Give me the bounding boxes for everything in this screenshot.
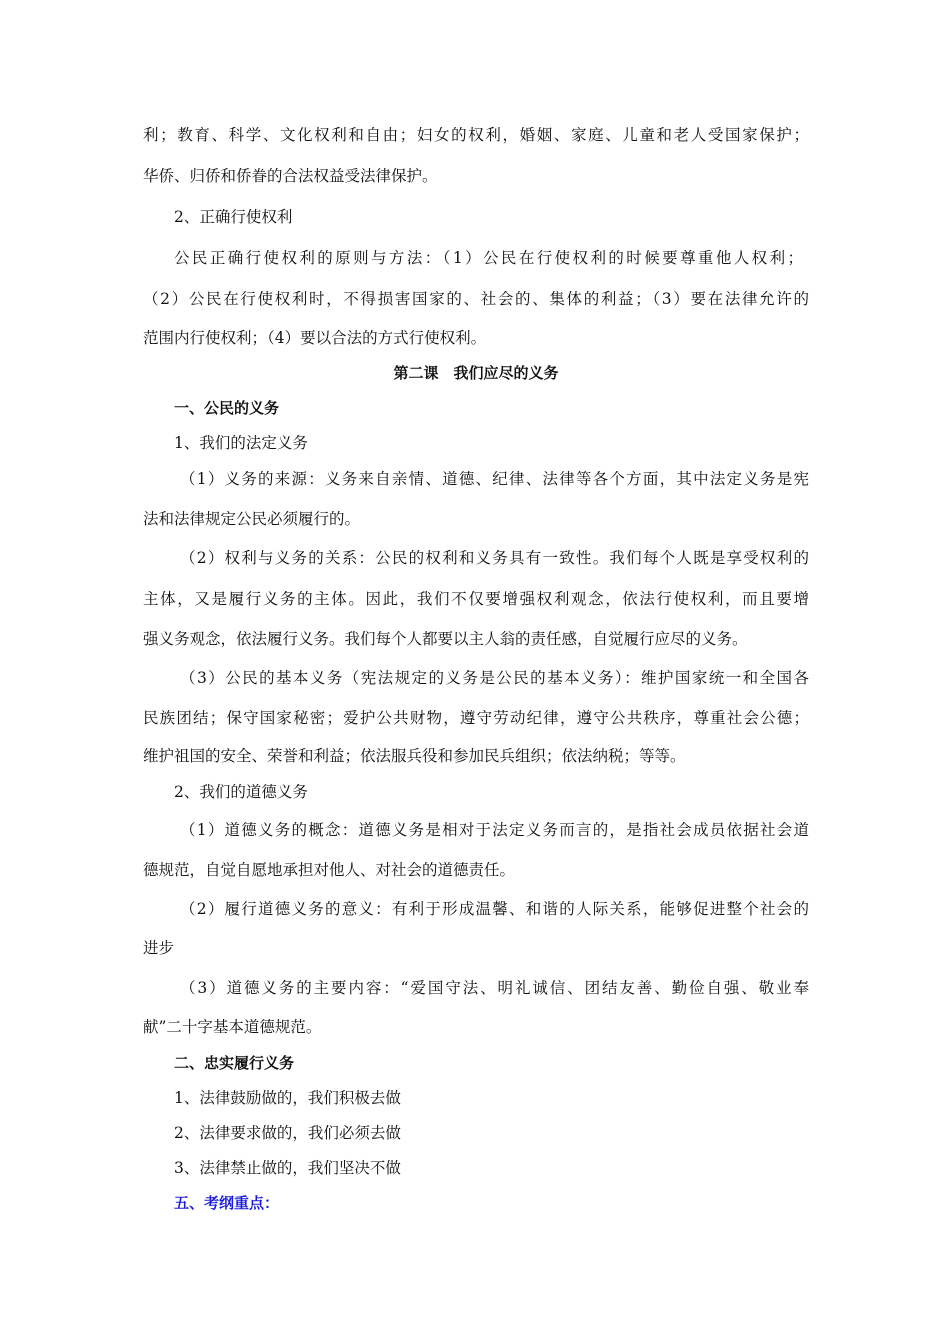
text-line: （2）履行道德义务的意义：有利于形成温馨、和谐的人际关系，能够促进整个社会的 <box>180 900 809 918</box>
text-line: 利；教育、科学、文化权利和自由；妇女的权利，婚姻、家庭、儿童和老人受国家保护； <box>143 126 809 144</box>
text-line: 公民正确行使权利的原则与方法：（1）公民在行使权利的时候要尊重他人权利； <box>174 249 803 267</box>
text-line: 华侨、归侨和侨眷的合法权益受法律保护。 <box>143 167 438 185</box>
list-item: 3、法律禁止做的，我们坚决不做 <box>174 1159 401 1177</box>
text-line: 维护祖国的安全、荣誉和利益；依法服兵役和参加民兵组织；依法纳税；等等。 <box>143 747 686 765</box>
subheading: 1、我们的法定义务 <box>174 434 308 452</box>
text-line: 主体，又是履行义务的主体。因此，我们不仅要增强权利观念，依法行使权利，而且要增 <box>143 590 809 608</box>
list-item: 2、法律要求做的，我们必须去做 <box>174 1124 401 1142</box>
subheading: 2、正确行使权利 <box>174 208 293 226</box>
text-line: 强义务观念，依法履行义务。我们每个人都要以主人翁的责任感，自觉履行应尽的义务。 <box>143 630 748 648</box>
subheading: 2、我们的道德义务 <box>174 783 308 801</box>
text-line: （3）道德义务的主要内容：“爱国守法、明礼诚信、团结友善、勤俭自强、敬业奉 <box>180 979 809 997</box>
text-line: （2）权利与义务的关系：公民的权利和义务具有一致性。我们每个人既是享受权利的 <box>180 549 809 567</box>
lesson-title: 第二课 我们应尽的义务 <box>393 364 559 382</box>
exam-key-points-heading: 五、考纲重点： <box>174 1194 280 1212</box>
text-line: 民族团结；保守国家秘密；爱护公共财物，遵守劳动纪律，遵守公共秩序，尊重社会公德； <box>143 709 809 727</box>
text-line: 献”二十字基本道德规范。 <box>143 1018 322 1036</box>
text-line: （3）公民的基本义务（宪法规定的义务是公民的基本义务）：维护国家统一和全国各 <box>180 669 809 687</box>
list-item: 1、法律鼓励做的，我们积极去做 <box>174 1089 401 1107</box>
text-line: 进步 <box>143 939 175 957</box>
section-heading: 一、公民的义务 <box>174 399 280 417</box>
text-line: 范围内行使权利；（4）要以合法的方式行使权利。 <box>143 329 487 347</box>
text-line: （1）道德义务的概念：道德义务是相对于法定义务而言的，是指社会成员依据社会道 <box>180 821 809 839</box>
text-line: 德规范，自觉自愿地承担对他人、对社会的道德责任。 <box>143 861 516 879</box>
text-line: （2）公民在行使权利时，不得损害国家的、社会的、集体的利益；（3）要在法律允许的 <box>143 290 809 308</box>
section-heading: 二、忠实履行义务 <box>174 1054 295 1072</box>
text-line: （1）义务的来源：义务来自亲情、道德、纪律、法律等各个方面，其中法定义务是宪 <box>180 470 809 488</box>
text-line: 法和法律规定公民必须履行的。 <box>143 510 361 528</box>
